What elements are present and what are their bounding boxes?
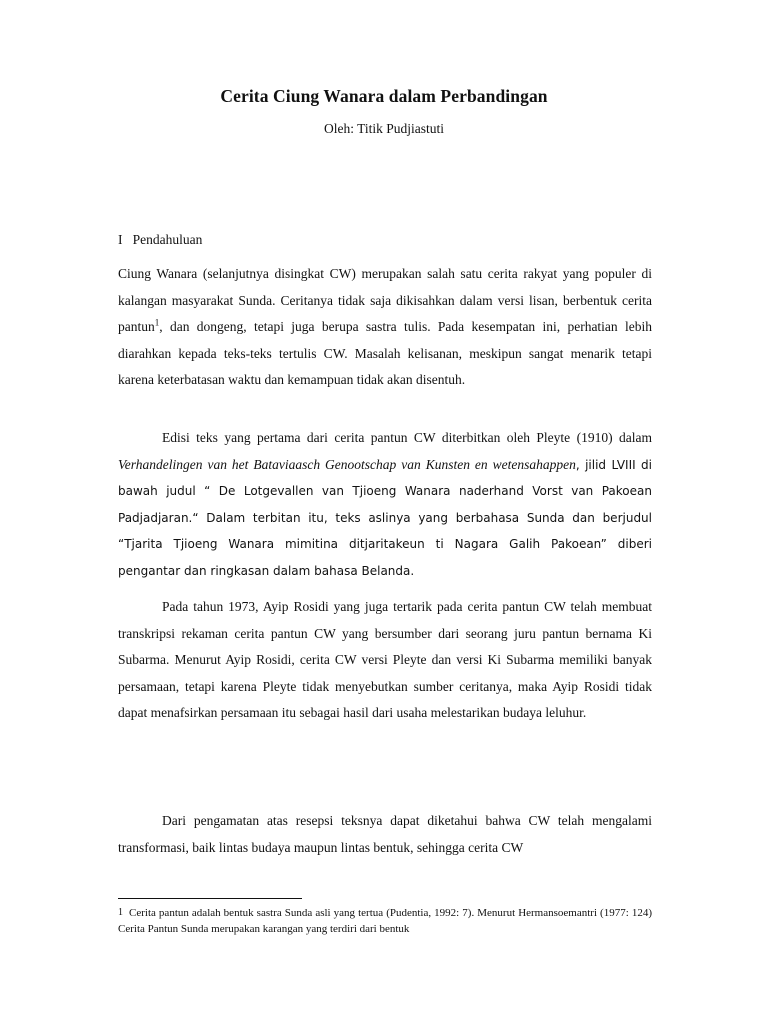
paragraph-4: Dari pengamatan atas resepsi teksnya dapat diketahui bahwa CW telah mengalami transformasi, baik lintas budaya maupun lintas bentuk, sehingga cerita CW — [118, 813, 652, 855]
footnote-divider — [118, 898, 302, 899]
paragraph-1-text-b: , dan dongeng, tetapi juga berupa sastra tulis. Pada kesempatan ini, perhatian lebih diarahkan kepada teks-teks tertulis CW. Masalah kelisanan, meskipun sangat menarik tetapi karena keterbatasan waktu dan kemampuan tidak akan disentuh. — [118, 319, 652, 387]
section-heading: I Pendahuluan — [118, 232, 203, 247]
paragraph-3: Pada tahun 1973, Ayip Rosidi yang juga tertarik pada cerita pantun CW telah membuat transkripsi rekaman cerita pantun CW yang bersumber dari seorang juru pantun bernama Ki Subarma. Menurut Ayip Rosidi, cerita CW versi Pleyte dan versi Ki Subarma memiliki banyak persamaan, tetapi karena Pleyte tidak menyebutkan sumber ceritanya, maka Ayip Rosidi tidak dapat menafsirkan persamaan itu sebagai hasil dari usaha melestarikan budaya leluhur. — [118, 599, 652, 720]
footnote-mark: 1 — [118, 907, 123, 918]
paragraph-1 — [118, 261, 652, 394]
document-author: Oleh: Titik Pudjiastuti — [323, 121, 445, 136]
footnote — [118, 905, 652, 937]
document-title: Cerita Ciung Wanara dalam Perbandingan — [220, 86, 548, 106]
paragraph-1-text-a: Ciung Wanara (selanjutnya disingkat CW) merupakan salah satu cerita rakyat yang populer di kalangan masyarakat Sunda. Ceritanya tidak saja dikisahkan dalam versi lisan, berbentuk cerita pantun — [118, 266, 652, 334]
paragraph-2-lead: Edisi teks yang pertama dari cerita pantun CW diterbitkan oleh Pleyte (1910) dalam — [162, 430, 652, 445]
footnote-reference: 1 — [154, 317, 160, 328]
footnote-text: Cerita pantun adalah bentuk sastra Sunda asli yang tertua (Pudentia, 1992: 7). Menurut Hermansoemantri (1977: 124) Cerita Pantun Sunda merupakan karangan yang terdiri dari bentuk — [118, 907, 652, 935]
paragraph-2-rest: , jilid LVIII di bawah judul “ De Lotgevallen van Tjioeng Wanara naderhand Vorst van Pakoean Padjadjaran.“ Dalam terbitan itu, teks aslinya yang berbahasa Sunda dan berjudul “Tjarita Tjioeng Wanara mimitina ditjaritakeun ti Nagara Galih Pakoean” diberi pengantar dan ringkasan dalam bahasa Belanda. — [118, 457, 652, 578]
journal-title: Verhandelingen van het Bataviaasch Genootschap van Kunsten en wetensahappen — [118, 456, 576, 472]
paragraph-2 — [118, 425, 652, 584]
